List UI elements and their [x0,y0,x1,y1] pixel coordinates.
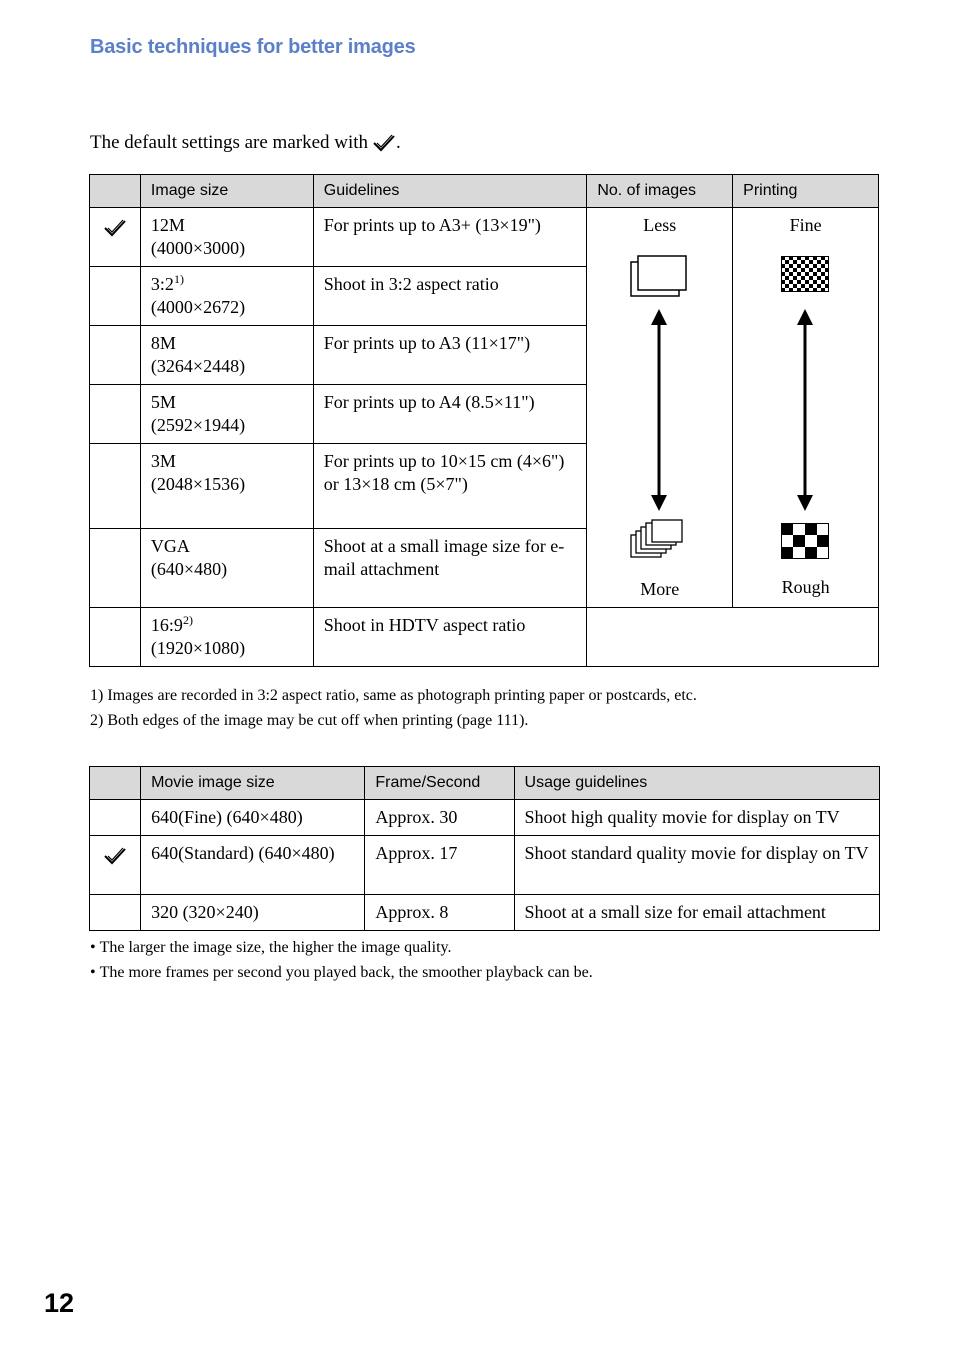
guideline-cell: Shoot in HDTV aspect ratio [313,608,587,667]
double-arrow-icon [795,309,815,511]
default-cell [90,208,141,267]
size-cell: VGA (640×480) [140,529,313,608]
movie-size-cell: 320 (320×240) [141,895,365,931]
guideline-cell: Shoot at a small image size for e-mail attachment [313,529,587,608]
default-cell [90,895,141,931]
table-row [90,895,880,931]
default-cell [90,326,141,385]
header-frame-second: Frame/Second [365,767,514,800]
default-cell [90,529,141,608]
header-usage-guidelines: Usage guidelines [514,767,879,800]
scale-top-label: Less [643,215,677,235]
movie-size-cell: 640(Fine) (640×480) [141,800,365,836]
size-cell: 8M (3264×2448) [140,326,313,385]
default-cell [90,444,141,529]
guideline-cell: For prints up to 10×15 cm (4×6") or 13×18 cm (5×7") [313,444,587,529]
intro-line [90,132,401,154]
size-cell: 16:9$^{2)}$ (1920×1080) [140,608,313,667]
list-item: • The larger the image size, the higher the image quality. [90,939,452,956]
table-row [90,836,880,895]
size-cell: 3M (2048×1536) [140,444,313,529]
printing-scale [733,208,879,608]
size-cell: 12M (4000×3000) [140,208,313,267]
scale-bottom-label: Rough [781,577,830,597]
default-cell [90,836,141,895]
section-title: Basic techniques for better images [90,36,416,58]
fps-cell: Approx. 30 [365,800,514,836]
intro-suffix: . [396,132,401,153]
movie-size-cell: 640(Standard) (640×480) [141,836,365,895]
image-size-table [89,174,879,667]
fine-checker-icon [781,256,829,292]
usage-cell: Shoot high quality movie for display on TV [514,800,879,836]
header-movie-image-size: Movie image size [141,767,365,800]
intro-text: The default settings are marked with [90,132,369,153]
check-icon [372,133,396,153]
fps-cell: Approx. 8 [365,895,514,931]
footnotes [90,683,697,733]
movie-size-table [89,766,880,931]
many-images-icon [630,519,688,563]
header-guidelines: Guidelines [313,175,587,208]
empty-cell [587,608,879,667]
usage-cell: Shoot at a small size for email attachment [514,895,879,931]
size-cell: 3:2$^{1)}$ (4000×2672) [140,267,313,326]
header-default [90,175,141,208]
check-icon [103,218,127,238]
no-of-images-scale [587,208,733,608]
size-cell: 5M (2592×1944) [140,385,313,444]
check-icon [103,846,127,866]
footnote-2: 2) Both edges of the image may be cut off when printing (page 111). [90,712,529,729]
page-number: 12 [44,1288,75,1318]
default-cell [90,800,141,836]
guideline-cell: Shoot in 3:2 aspect ratio [313,267,587,326]
header-no-of-images: No. of images [587,175,733,208]
table-row [90,800,880,836]
header-image-size: Image size [140,175,313,208]
header-printing: Printing [733,175,879,208]
default-cell [90,608,141,667]
list-item: • The more frames per second you played back, the smoother playback can be. [90,964,593,981]
fps-cell: Approx. 17 [365,836,514,895]
guideline-cell: For prints up to A4 (8.5×11") [313,385,587,444]
header-default [90,767,141,800]
rough-checker-icon [781,523,829,559]
default-cell [90,267,141,326]
table-header-row [90,175,879,208]
single-image-icon [630,255,688,299]
table-row [90,608,879,667]
default-cell [90,385,141,444]
table-row [90,208,879,267]
scale-top-label: Fine [789,215,822,235]
double-arrow-icon [649,309,669,511]
table-header-row [90,767,880,800]
usage-cell: Shoot standard quality movie for display on TV [514,836,879,895]
guideline-cell: For prints up to A3+ (13×19") [313,208,587,267]
guideline-cell: For prints up to A3 (11×17") [313,326,587,385]
scale-bottom-label: More [640,579,680,599]
bullet-list [90,935,593,985]
footnote-1: 1) Images are recorded in 3:2 aspect ratio, same as photograph printing paper or postcards, etc. [90,687,697,704]
